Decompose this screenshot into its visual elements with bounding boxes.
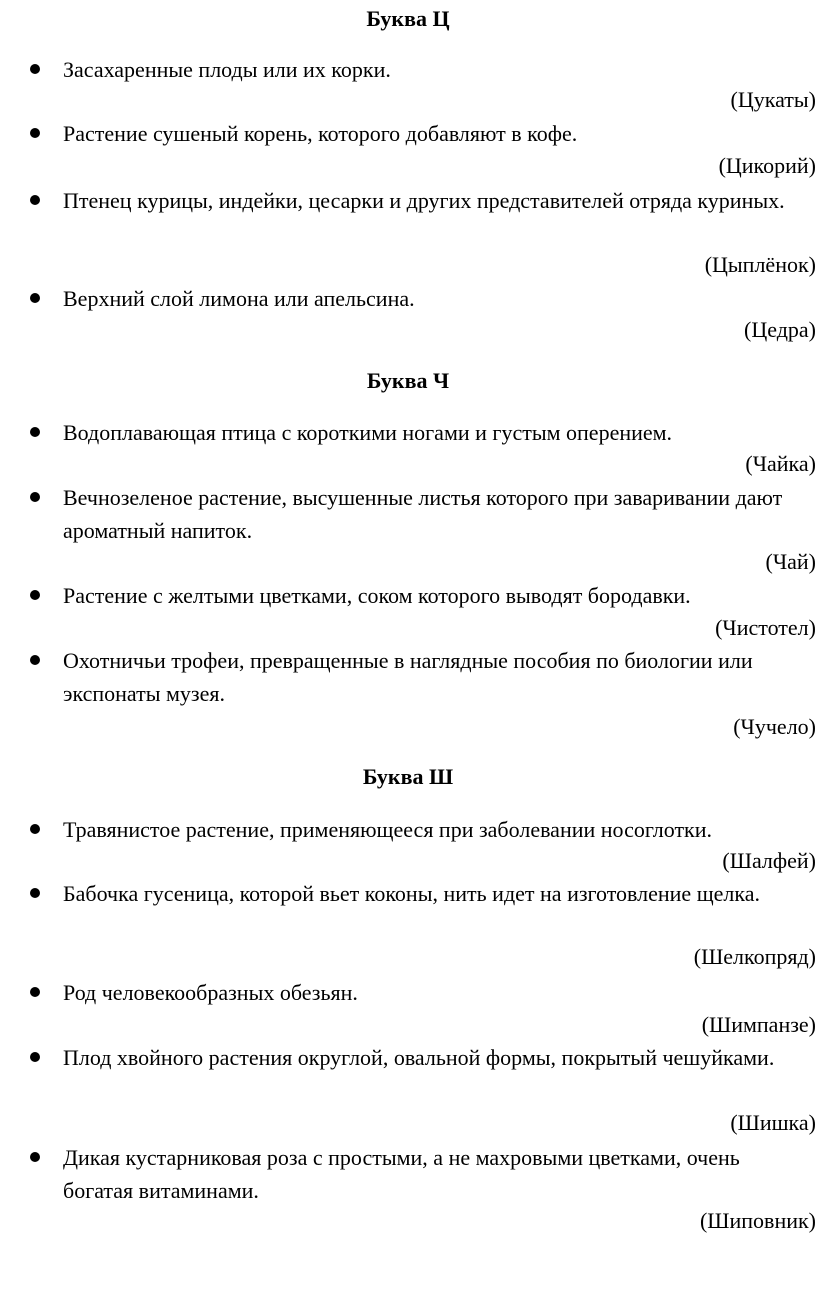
question-text: Род человекообразных обезьян.	[63, 980, 358, 1005]
question-text: Верхний слой лимона или апельсина.	[63, 286, 415, 311]
question-text: Засахаренные плоды или их корки.	[63, 57, 391, 82]
answer-text: (Цедра)	[744, 317, 816, 342]
answer-text: (Шимпанзе)	[701, 1012, 816, 1037]
question-text: Птенец курицы, индейки, цесарки и других представителей отряда куриных.	[63, 188, 785, 213]
bullet-icon	[30, 590, 40, 600]
bullet-icon	[30, 195, 40, 205]
answer-text: (Чайка)	[745, 451, 816, 476]
bullet-icon	[30, 492, 40, 502]
answer-text: (Шиповник)	[699, 1208, 816, 1233]
answer-text: (Шишка)	[730, 1110, 816, 1135]
section-title: Буква Ц	[366, 6, 450, 31]
bullet-icon	[30, 655, 40, 665]
question-text: Охотничьи трофеи, превращенные в наглядные пособия по биологии или экспонаты музея.	[63, 648, 753, 706]
answer-text: (Цукаты)	[730, 87, 816, 112]
bullet-icon	[30, 888, 40, 898]
bullet-icon	[30, 293, 40, 303]
answer-text: (Шелкопряд)	[693, 944, 816, 969]
question-text: Растение сушеный корень, которого добавляют в кофе.	[63, 121, 578, 146]
question-text: Вечнозеленое растение, высушенные листья которого при заваривании дают ароматный напиток.	[63, 485, 783, 543]
bullet-icon	[30, 1052, 40, 1062]
answer-text: (Чучело)	[733, 714, 816, 739]
section-title: Буква Ш	[362, 764, 454, 789]
bullet-icon	[30, 987, 40, 997]
question-text: Растение с желтыми цветками, соком которого выводят бородавки.	[63, 583, 691, 608]
answer-text: (Цикорий)	[718, 153, 816, 178]
question-text: Водоплавающая птица с короткими ногами и густым оперением.	[63, 420, 673, 445]
bullet-icon	[30, 824, 40, 834]
bullet-icon	[30, 1152, 40, 1162]
question-text: Бабочка гусеница, которой вьет коконы, нить идет на изготовление щелка.	[63, 881, 760, 906]
question-text: Плод хвойного растения округлой, овальной формы, покрытый чешуйками.	[63, 1045, 775, 1070]
answer-text: (Чистотел)	[715, 615, 816, 640]
answer-text: (Шалфей)	[722, 848, 816, 873]
bullet-icon	[30, 427, 40, 437]
answer-text: (Чай)	[765, 549, 816, 574]
question-text: Травянистое растение, применяющееся при заболевании носоглотки.	[63, 817, 713, 842]
bullet-icon	[30, 128, 40, 138]
section-title: Буква Ч	[366, 368, 450, 393]
bullet-icon	[30, 64, 40, 74]
question-text: Дикая кустарниковая роза с простыми, а не махровыми цветками, очень богатая витаминами.	[63, 1145, 740, 1203]
answer-text: (Цыплёнок)	[704, 252, 816, 277]
